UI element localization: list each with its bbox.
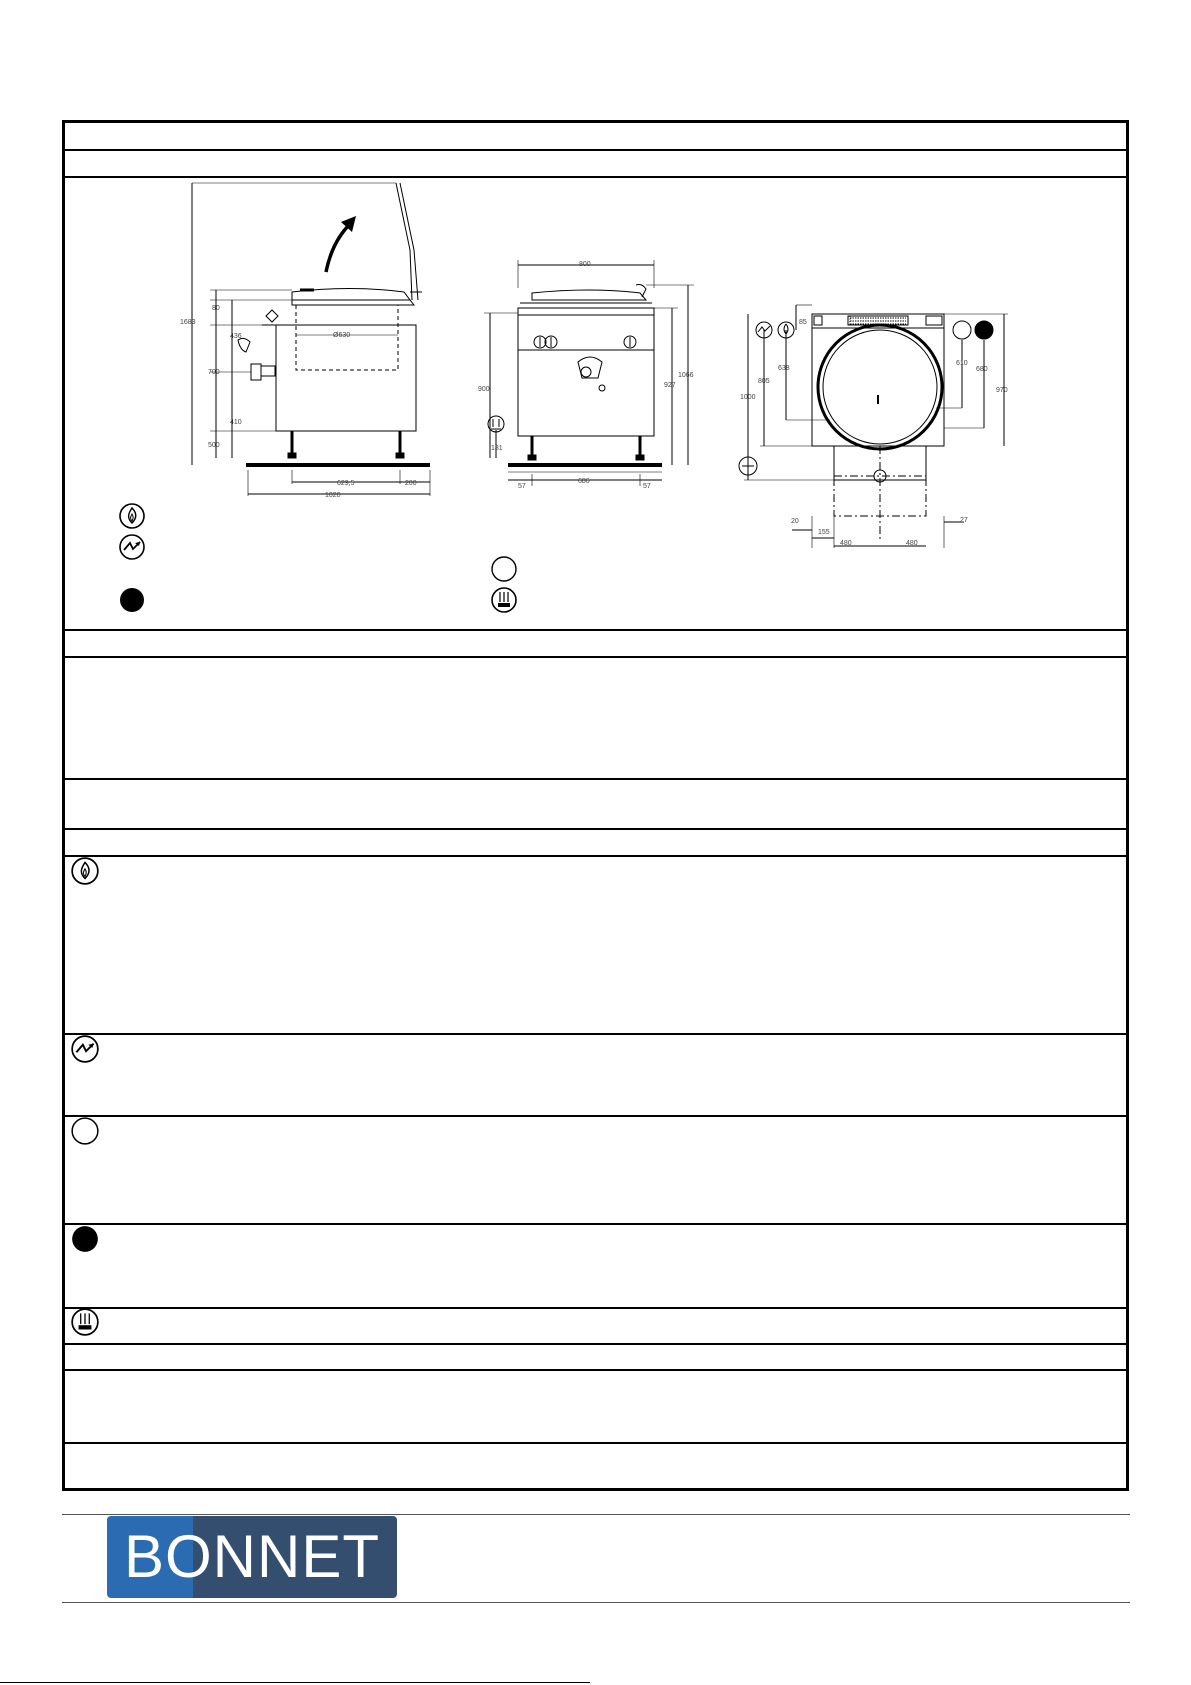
dim-436: 436 (230, 333, 242, 340)
dim-610: 610 (956, 360, 968, 367)
dim-638: 638 (778, 365, 790, 372)
dim-629-5: 629,5 (337, 480, 355, 487)
dim-500: 500 (208, 442, 220, 449)
dim-1020: 1020 (325, 492, 341, 499)
dim-900: 900 (478, 386, 490, 393)
dim-480-left: 480 (840, 540, 852, 547)
gas-flame-icon (118, 502, 146, 530)
dim-700: 700 (208, 369, 220, 376)
front-face-view (484, 260, 694, 486)
dim-pan-diameter: Ø630 (333, 332, 351, 339)
dim-800: 800 (579, 261, 591, 268)
fume-row-icon (70, 1307, 100, 1337)
page-bottom-rule (0, 1682, 590, 1683)
drain-icon (118, 586, 146, 614)
dim-85: 85 (799, 319, 807, 326)
dim-200: 200 (405, 480, 417, 487)
gas-row-icon (70, 856, 100, 886)
dim-1683: 1683 (180, 319, 196, 326)
electric-row-icon (70, 1034, 100, 1064)
dim-480-right: 480 (906, 540, 918, 547)
dim-927: 927 (664, 382, 676, 389)
top-view-dimension-labels (740, 319, 1008, 547)
fume-exhaust-icon (490, 586, 518, 614)
dim-1000: 1000 (740, 394, 756, 401)
top-view-symbols (739, 321, 993, 475)
dim-805: 805 (758, 378, 770, 385)
dim-27: 27 (960, 517, 968, 524)
footer-top-rule (62, 1514, 1130, 1515)
dim-680: 680 (976, 366, 988, 373)
bonnet-logo (107, 1516, 397, 1598)
dim-57-left: 57 (518, 483, 526, 490)
dim-20: 20 (791, 518, 799, 525)
electric-supply-icon (118, 533, 146, 561)
front-face-dimension-labels (478, 261, 694, 490)
dim-1066: 1066 (678, 372, 694, 379)
drain-row-icon (70, 1224, 100, 1254)
dim-80: 80 (212, 305, 220, 312)
dim-181: 181 (491, 445, 503, 452)
water-inlet-icon (490, 555, 518, 583)
logo-text: BONNET (123, 1523, 381, 1590)
dim-686: 686 (578, 478, 590, 485)
profile-view (192, 183, 430, 496)
top-view (744, 305, 1008, 548)
dim-57-right: 57 (643, 483, 651, 490)
water-row-icon (70, 1116, 100, 1146)
footer-bottom-rule (62, 1602, 1130, 1603)
dim-155: 155 (818, 529, 830, 536)
dim-970: 970 (996, 387, 1008, 394)
dim-410: 410 (230, 419, 242, 426)
